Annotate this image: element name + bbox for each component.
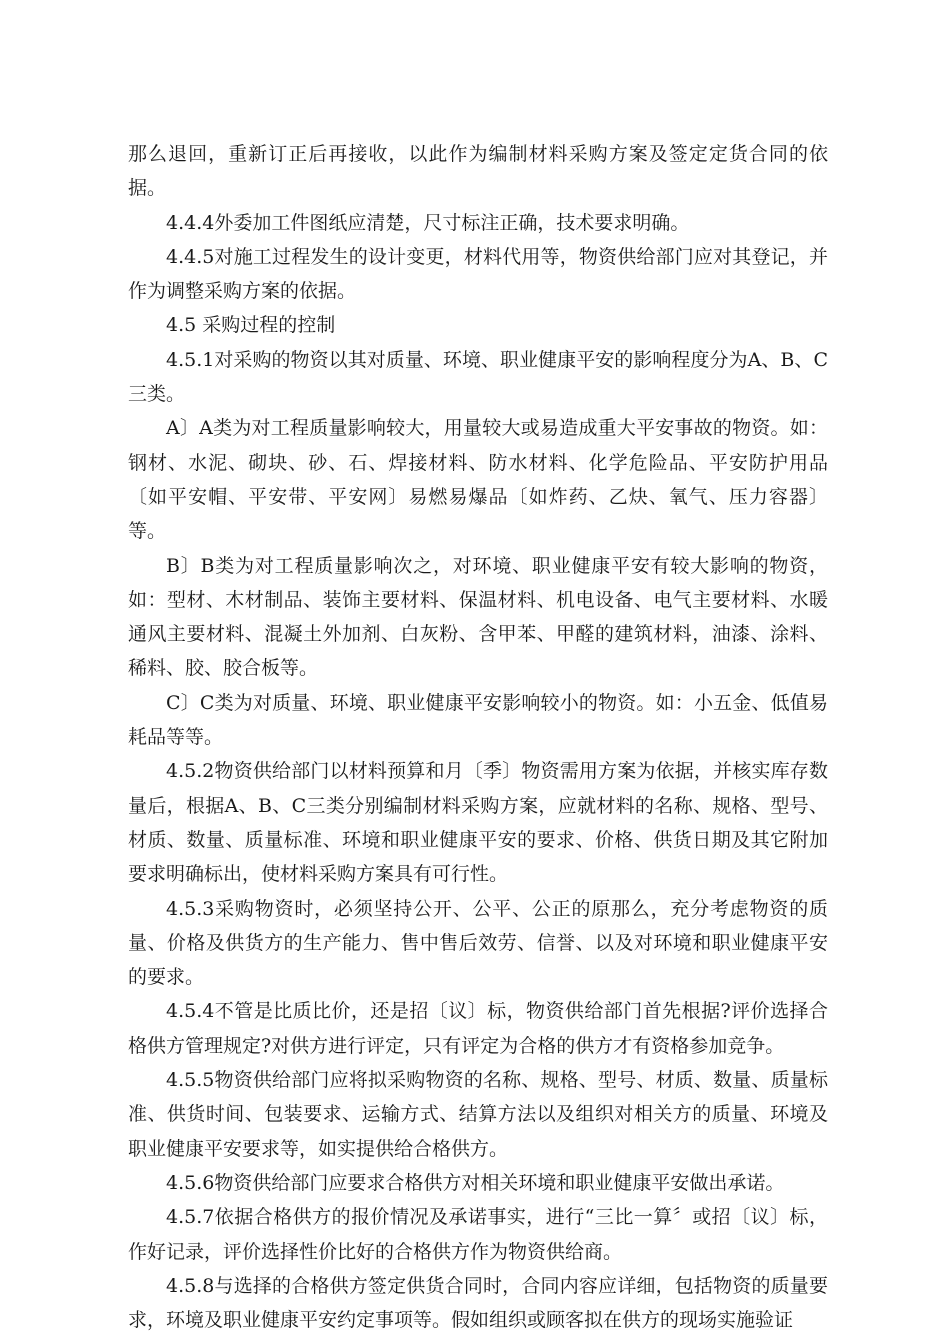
paragraph-continuation: 那么退回，重新订正后再接收，以此作为编制材料采购方案及签定定货合同的依据。 — [128, 143, 828, 200]
paragraph-4-5-6: 4.5.6物资供给部门应要求合格供方对相关环境和职业健康平安做出承诺。 — [166, 1171, 785, 1194]
paragraph-4-5-5: 4.5.5物资供给部门应将拟采购物资的名称、规格、型号、材质、数量、质量标准、供货时间、包装要求、运输方式、结算方法以及组织对相关方的质量、环境及职业健康平安要求等，如实提供给合格供方。 — [128, 1069, 828, 1160]
document-body — [128, 137, 828, 1337]
paragraph-class-a: A〕A类为对工程质量影响较大，用量较大或易造成重大平安事故的物资。如：钢材、水泥、砌块、砂、石、焊接材料、防水材料、化学危险品、平安防护用品〔如平安帽、平安带、平安网〕易燃易爆品〔如炸药、乙炔、氧气、压力容器〕等。 — [128, 417, 828, 543]
paragraph-4-4-5: 4.4.5对施工过程发生的设计变更，材料代用等，物资供给部门应对其登记，并作为调整采购方案的依据。 — [128, 245, 828, 303]
section-heading-4-5: 4.5 采购过程的控制 — [166, 314, 336, 337]
paragraph-4-5-3: 4.5.3采购物资时，必须坚持公开、公平、公正的原那么，充分考虑物资的质量、价格及供货方的生产能力、售中售后效劳、信誉、以及对环境和职业健康平安的要求。 — [128, 897, 828, 989]
paragraph-class-b: B〕B类为对工程质量影响次之，对环境、职业健康平安有较大影响的物资，如：型材、木材制品、装饰主要材料、保温材料、机电设备、电气主要材料、水暖通风主要材料、混凝土外加剂、白灰粉、含甲苯、甲醛的建筑材料，油漆、涂料、稀料、胶、胶合板等。 — [128, 554, 828, 680]
paragraph-4-5-7: 4.5.7依据合格供方的报价情况及承诺事实，进行“三比一算〞或招〔议〕标，作好记录，评价选择性价比好的合格供方作为物资供给商。 — [128, 1206, 828, 1263]
paragraph-4-5-8: 4.5.8与选择的合格供方签定供货合同时，合同内容应详细，包括物资的质量要求，环境及职业健康平安约定事项等。假如组织或顾客拟在供方的现场实施验证 — [128, 1274, 828, 1332]
paragraph-4-4-4: 4.4.4外委加工件图纸应清楚，尺寸标注正确，技术要求明确。 — [166, 211, 690, 234]
paragraph-4-5-2: 4.5.2物资供给部门以材料预算和月〔季〕物资需用方案为依据，并核实库存数量后，根据A、B、C三类分别编制材料采购方案，应就材料的名称、规格、型号、材质、数量、质量标准、环境和职业健康平安的要求、价格、供货日期及其它附加要求明确标出，使材料采购方案具有可行性。 — [128, 760, 828, 886]
paragraph-class-c: C〕C类为对质量、环境、职业健康平安影响较小的物资。如：小五金、低值易耗品等等。 — [128, 691, 828, 749]
paragraph-4-5-4: 4.5.4不管是比质比价，还是招〔议〕标，物资供给部门首先根据?评价选择合格供方管理规定?对供方进行评定，只有评定为合格的供方才有资格参加竞争。 — [128, 1000, 828, 1057]
paragraph-4-5-1: 4.5.1对采购的物资以其对质量、环境、职业健康平安的影响程度分为A、B、C三类。 — [128, 348, 828, 406]
